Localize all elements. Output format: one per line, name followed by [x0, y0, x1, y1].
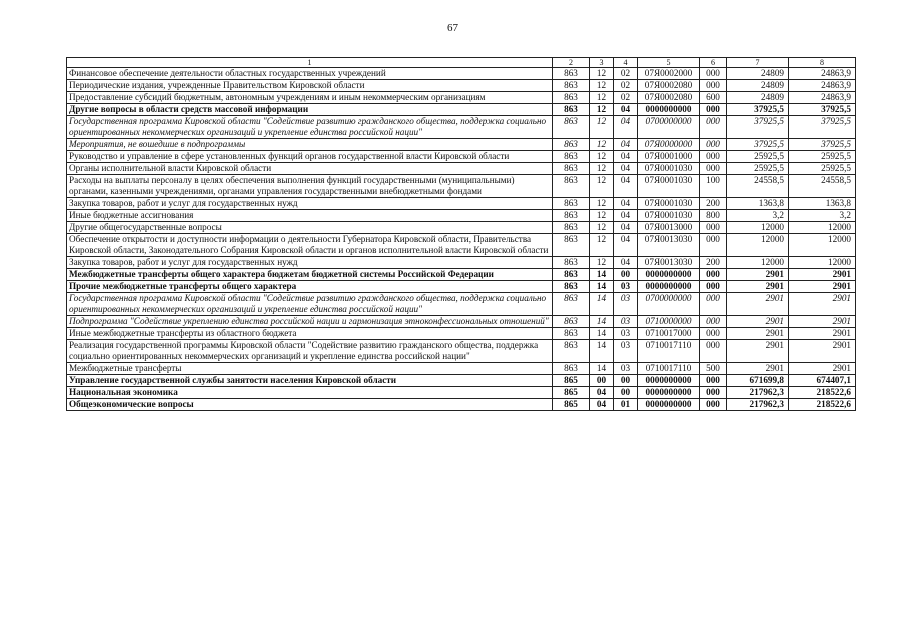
row-amount-1-cell: 2901 — [727, 363, 789, 375]
table-row — [67, 80, 856, 92]
row-dept-code-cell: 863 — [553, 92, 590, 104]
row-name-cell: Финансовое обеспечение деятельности областных государственных учреждений — [67, 68, 553, 80]
row-name-cell: Органы исполнительной власти Кировской области — [67, 163, 553, 175]
row-subsection-cell: 04 — [614, 257, 638, 269]
row-dept-code-cell: 863 — [553, 175, 590, 198]
row-subsection-cell: 02 — [614, 80, 638, 92]
row-expense-type-cell: 000 — [700, 340, 727, 363]
row-name-cell: Другие вопросы в области средств массовой информации — [67, 104, 553, 116]
row-section-cell: 14 — [590, 281, 614, 293]
row-amount-2-cell: 218522,6 — [789, 387, 856, 399]
row-section-cell: 12 — [590, 198, 614, 210]
row-name-cell: Иные межбюджетные трансферты из областного бюджета — [67, 328, 553, 340]
row-subsection-cell: 02 — [614, 68, 638, 80]
row-amount-1-cell: 2901 — [727, 328, 789, 340]
row-expense-type-cell: 000 — [700, 151, 727, 163]
table-row — [67, 222, 856, 234]
header-cell: 1 — [67, 58, 553, 68]
table-row — [67, 340, 856, 363]
row-expense-type-cell: 000 — [700, 293, 727, 316]
header-cell: 8 — [789, 58, 856, 68]
row-amount-1-cell: 24809 — [727, 80, 789, 92]
row-section-cell: 00 — [590, 375, 614, 387]
row-name-cell: Государственная программа Кировской области "Содействие развитию гражданского общества, поддержка социально ориентированных некоммерческих организаций и укрепление единства российской нации" — [67, 116, 553, 139]
row-amount-2-cell: 37925,5 — [789, 116, 856, 139]
row-section-cell: 04 — [590, 387, 614, 399]
row-section-cell: 12 — [590, 139, 614, 151]
row-subsection-cell: 04 — [614, 163, 638, 175]
row-amount-2-cell: 2901 — [789, 340, 856, 363]
row-dept-code-cell: 863 — [553, 293, 590, 316]
row-amount-2-cell: 37925,5 — [789, 104, 856, 116]
row-section-cell: 12 — [590, 80, 614, 92]
row-expense-type-cell: 000 — [700, 387, 727, 399]
row-amount-1-cell: 2901 — [727, 316, 789, 328]
row-section-cell: 14 — [590, 269, 614, 281]
row-section-cell: 12 — [590, 68, 614, 80]
row-subsection-cell: 00 — [614, 269, 638, 281]
row-target-article-cell: 07Я0013030 — [638, 257, 700, 269]
row-name-cell: Иные бюджетные ассигнования — [67, 210, 553, 222]
row-name-cell: Прочие межбюджетные трансферты общего характера — [67, 281, 553, 293]
row-name-cell: Национальная экономика — [67, 387, 553, 399]
row-target-article-cell: 0710017110 — [638, 363, 700, 375]
row-amount-1-cell: 3,2 — [727, 210, 789, 222]
row-expense-type-cell: 000 — [700, 269, 727, 281]
header-cell: 2 — [553, 58, 590, 68]
row-subsection-cell: 04 — [614, 139, 638, 151]
table-row — [67, 175, 856, 198]
table-row — [67, 387, 856, 399]
row-expense-type-cell: 000 — [700, 139, 727, 151]
row-amount-2-cell: 25925,5 — [789, 151, 856, 163]
row-amount-2-cell: 2901 — [789, 269, 856, 281]
row-expense-type-cell: 500 — [700, 363, 727, 375]
row-section-cell: 14 — [590, 340, 614, 363]
row-expense-type-cell: 000 — [700, 80, 727, 92]
row-section-cell: 12 — [590, 92, 614, 104]
row-amount-1-cell: 25925,5 — [727, 163, 789, 175]
row-amount-2-cell: 24863,9 — [789, 92, 856, 104]
budget-table-container — [66, 57, 855, 411]
row-amount-2-cell: 2901 — [789, 328, 856, 340]
table-row — [67, 104, 856, 116]
row-expense-type-cell: 000 — [700, 399, 727, 411]
row-dept-code-cell: 863 — [553, 80, 590, 92]
row-amount-1-cell: 2901 — [727, 340, 789, 363]
row-subsection-cell: 00 — [614, 375, 638, 387]
row-amount-1-cell: 12000 — [727, 222, 789, 234]
table-row — [67, 328, 856, 340]
row-name-cell: Предоставление субсидий бюджетным, автономным учреждениям и иным некоммерческим организациям — [67, 92, 553, 104]
row-name-cell: Руководство и управление в сфере установленных функций органов государственной власти Кировской области — [67, 151, 553, 163]
page-number: 67 — [447, 22, 458, 34]
row-section-cell: 04 — [590, 399, 614, 411]
row-subsection-cell: 03 — [614, 340, 638, 363]
row-target-article-cell: 0700000000 — [638, 293, 700, 316]
row-expense-type-cell: 000 — [700, 116, 727, 139]
row-expense-type-cell: 600 — [700, 92, 727, 104]
row-section-cell: 12 — [590, 234, 614, 257]
row-name-cell: Закупка товаров, работ и услуг для государственных нужд — [67, 257, 553, 269]
row-subsection-cell: 04 — [614, 175, 638, 198]
row-target-article-cell: 0000000000 — [638, 104, 700, 116]
row-name-cell: Реализация государственной программы Кировской области "Содействие развитию гражданского общества, поддержка социально ориентированных некоммерческих организаций и укрепление единства российской нации" — [67, 340, 553, 363]
header-cell: 5 — [638, 58, 700, 68]
table-row — [67, 210, 856, 222]
table-row — [67, 316, 856, 328]
row-name-cell: Закупка товаров, работ и услуг для государственных нужд — [67, 198, 553, 210]
row-amount-1-cell: 24809 — [727, 68, 789, 80]
row-expense-type-cell: 000 — [700, 234, 727, 257]
row-dept-code-cell: 865 — [553, 399, 590, 411]
row-subsection-cell: 04 — [614, 234, 638, 257]
row-dept-code-cell: 863 — [553, 257, 590, 269]
row-expense-type-cell: 000 — [700, 222, 727, 234]
header-cell: 6 — [700, 58, 727, 68]
row-target-article-cell: 07Я0002000 — [638, 68, 700, 80]
row-subsection-cell: 04 — [614, 116, 638, 139]
row-target-article-cell: 0000000000 — [638, 269, 700, 281]
row-dept-code-cell: 863 — [553, 198, 590, 210]
header-row — [67, 58, 856, 68]
row-subsection-cell: 01 — [614, 399, 638, 411]
row-amount-1-cell: 24558,5 — [727, 175, 789, 198]
row-target-article-cell: 07Я0001030 — [638, 198, 700, 210]
row-section-cell: 12 — [590, 257, 614, 269]
row-expense-type-cell: 000 — [700, 163, 727, 175]
row-target-article-cell: 0000000000 — [638, 281, 700, 293]
row-dept-code-cell: 863 — [553, 104, 590, 116]
row-name-cell: Государственная программа Кировской области "Содействие развитию гражданского общества, поддержка социально ориентированных некоммерческих организаций и укрепление единства российской нации" — [67, 293, 553, 316]
table-row — [67, 151, 856, 163]
row-amount-2-cell: 1363,8 — [789, 198, 856, 210]
table-row — [67, 363, 856, 375]
row-amount-1-cell: 2901 — [727, 281, 789, 293]
row-expense-type-cell: 000 — [700, 68, 727, 80]
row-target-article-cell: 07Я0002080 — [638, 92, 700, 104]
row-amount-2-cell: 37925,5 — [789, 139, 856, 151]
row-subsection-cell: 04 — [614, 210, 638, 222]
row-amount-1-cell: 12000 — [727, 234, 789, 257]
table-row — [67, 399, 856, 411]
row-subsection-cell: 02 — [614, 92, 638, 104]
row-target-article-cell: 0710017000 — [638, 328, 700, 340]
row-amount-2-cell: 12000 — [789, 234, 856, 257]
row-dept-code-cell: 865 — [553, 387, 590, 399]
row-target-article-cell: 07Я0001030 — [638, 210, 700, 222]
row-section-cell: 12 — [590, 163, 614, 175]
row-amount-2-cell: 3,2 — [789, 210, 856, 222]
row-section-cell: 14 — [590, 316, 614, 328]
header-cell: 3 — [590, 58, 614, 68]
row-amount-1-cell: 24809 — [727, 92, 789, 104]
row-amount-2-cell: 674407,1 — [789, 375, 856, 387]
row-amount-2-cell: 2901 — [789, 316, 856, 328]
row-amount-2-cell: 2901 — [789, 363, 856, 375]
row-target-article-cell: 07Я0001000 — [638, 151, 700, 163]
row-target-article-cell: 07Я0001030 — [638, 163, 700, 175]
row-name-cell: Периодические издания, учрежденные Правительством Кировской области — [67, 80, 553, 92]
row-amount-2-cell: 2901 — [789, 281, 856, 293]
row-name-cell: Другие общегосударственные вопросы — [67, 222, 553, 234]
row-dept-code-cell: 863 — [553, 151, 590, 163]
header-cell: 7 — [727, 58, 789, 68]
row-expense-type-cell: 000 — [700, 375, 727, 387]
row-amount-1-cell: 217962,3 — [727, 387, 789, 399]
row-section-cell: 14 — [590, 293, 614, 316]
row-amount-2-cell: 24863,9 — [789, 80, 856, 92]
table-row — [67, 163, 856, 175]
budget-table — [66, 57, 856, 411]
row-dept-code-cell: 863 — [553, 210, 590, 222]
table-row — [67, 92, 856, 104]
row-section-cell: 12 — [590, 210, 614, 222]
row-expense-type-cell: 000 — [700, 316, 727, 328]
row-dept-code-cell: 863 — [553, 281, 590, 293]
row-name-cell: Межбюджетные трансферты общего характера бюджетам бюджетной системы Российской Федерации — [67, 269, 553, 281]
table-row — [67, 281, 856, 293]
table-row — [67, 269, 856, 281]
row-expense-type-cell: 200 — [700, 257, 727, 269]
row-target-article-cell: 0000000000 — [638, 387, 700, 399]
row-section-cell: 12 — [590, 151, 614, 163]
row-amount-1-cell: 217962,3 — [727, 399, 789, 411]
row-amount-1-cell: 37925,5 — [727, 116, 789, 139]
row-subsection-cell: 03 — [614, 363, 638, 375]
table-row — [67, 257, 856, 269]
row-dept-code-cell: 863 — [553, 340, 590, 363]
table-row — [67, 375, 856, 387]
row-section-cell: 12 — [590, 222, 614, 234]
row-dept-code-cell: 865 — [553, 375, 590, 387]
row-expense-type-cell: 000 — [700, 328, 727, 340]
row-target-article-cell: 07Я0013000 — [638, 222, 700, 234]
row-section-cell: 14 — [590, 363, 614, 375]
row-subsection-cell: 04 — [614, 198, 638, 210]
row-amount-1-cell: 37925,5 — [727, 139, 789, 151]
table-row — [67, 68, 856, 80]
row-amount-1-cell: 25925,5 — [727, 151, 789, 163]
row-name-cell: Общеэкономические вопросы — [67, 399, 553, 411]
row-dept-code-cell: 863 — [553, 234, 590, 257]
header-cell: 4 — [614, 58, 638, 68]
row-expense-type-cell: 100 — [700, 175, 727, 198]
row-section-cell: 12 — [590, 104, 614, 116]
row-amount-2-cell: 2901 — [789, 293, 856, 316]
row-amount-2-cell: 218522,6 — [789, 399, 856, 411]
row-name-cell: Подпрограмма "Содействие укреплению единства российской нации и гармонизация этноконфессиональных отношений" — [67, 316, 553, 328]
row-subsection-cell: 03 — [614, 316, 638, 328]
row-subsection-cell: 00 — [614, 387, 638, 399]
row-dept-code-cell: 863 — [553, 163, 590, 175]
row-dept-code-cell: 863 — [553, 222, 590, 234]
row-target-article-cell: 0000000000 — [638, 399, 700, 411]
row-name-cell: Мероприятия, не вошедшие в подпрограммы — [67, 139, 553, 151]
row-amount-1-cell: 2901 — [727, 269, 789, 281]
row-dept-code-cell: 863 — [553, 363, 590, 375]
row-amount-1-cell: 12000 — [727, 257, 789, 269]
table-row — [67, 198, 856, 210]
row-name-cell: Обеспечение открытости и доступности информации о деятельности Губернатора Кировской области, Правительства Кировской области, Законодательного Собрания Кировской области и органов исполнительной власти Кировской области — [67, 234, 553, 257]
row-target-article-cell: 0710017110 — [638, 340, 700, 363]
row-subsection-cell: 03 — [614, 281, 638, 293]
row-section-cell: 12 — [590, 116, 614, 139]
row-amount-2-cell: 25925,5 — [789, 163, 856, 175]
row-dept-code-cell: 863 — [553, 269, 590, 281]
row-amount-2-cell: 12000 — [789, 257, 856, 269]
row-name-cell: Межбюджетные трансферты — [67, 363, 553, 375]
row-amount-1-cell: 1363,8 — [727, 198, 789, 210]
table-row — [67, 139, 856, 151]
row-section-cell: 14 — [590, 328, 614, 340]
row-dept-code-cell: 863 — [553, 139, 590, 151]
row-amount-2-cell: 12000 — [789, 222, 856, 234]
row-amount-1-cell: 2901 — [727, 293, 789, 316]
row-subsection-cell: 04 — [614, 222, 638, 234]
row-target-article-cell: 0700000000 — [638, 116, 700, 139]
row-amount-1-cell: 37925,5 — [727, 104, 789, 116]
row-expense-type-cell: 200 — [700, 198, 727, 210]
row-target-article-cell: 07Я0002080 — [638, 80, 700, 92]
row-subsection-cell: 04 — [614, 104, 638, 116]
row-subsection-cell: 04 — [614, 151, 638, 163]
row-dept-code-cell: 863 — [553, 116, 590, 139]
row-name-cell: Расходы на выплаты персоналу в целях обеспечения выполнения функций государственными (муниципальными) органами, казенными учреждениями, органами управления государственными внебюджетными фондами — [67, 175, 553, 198]
row-expense-type-cell: 800 — [700, 210, 727, 222]
table-row — [67, 293, 856, 316]
row-name-cell: Управление государственной службы занятости населения Кировской области — [67, 375, 553, 387]
row-expense-type-cell: 000 — [700, 104, 727, 116]
row-target-article-cell: 07Я0001030 — [638, 175, 700, 198]
table-body — [67, 68, 856, 411]
row-dept-code-cell: 863 — [553, 328, 590, 340]
row-dept-code-cell: 863 — [553, 316, 590, 328]
row-subsection-cell: 03 — [614, 328, 638, 340]
row-target-article-cell: 07Я0000000 — [638, 139, 700, 151]
row-amount-1-cell: 671699,8 — [727, 375, 789, 387]
row-section-cell: 12 — [590, 175, 614, 198]
table-row — [67, 116, 856, 139]
row-target-article-cell: 0000000000 — [638, 375, 700, 387]
row-amount-2-cell: 24863,9 — [789, 68, 856, 80]
row-amount-2-cell: 24558,5 — [789, 175, 856, 198]
row-target-article-cell: 07Я0013030 — [638, 234, 700, 257]
row-subsection-cell: 03 — [614, 293, 638, 316]
row-expense-type-cell: 000 — [700, 281, 727, 293]
table-row — [67, 234, 856, 257]
row-dept-code-cell: 863 — [553, 68, 590, 80]
row-target-article-cell: 0710000000 — [638, 316, 700, 328]
